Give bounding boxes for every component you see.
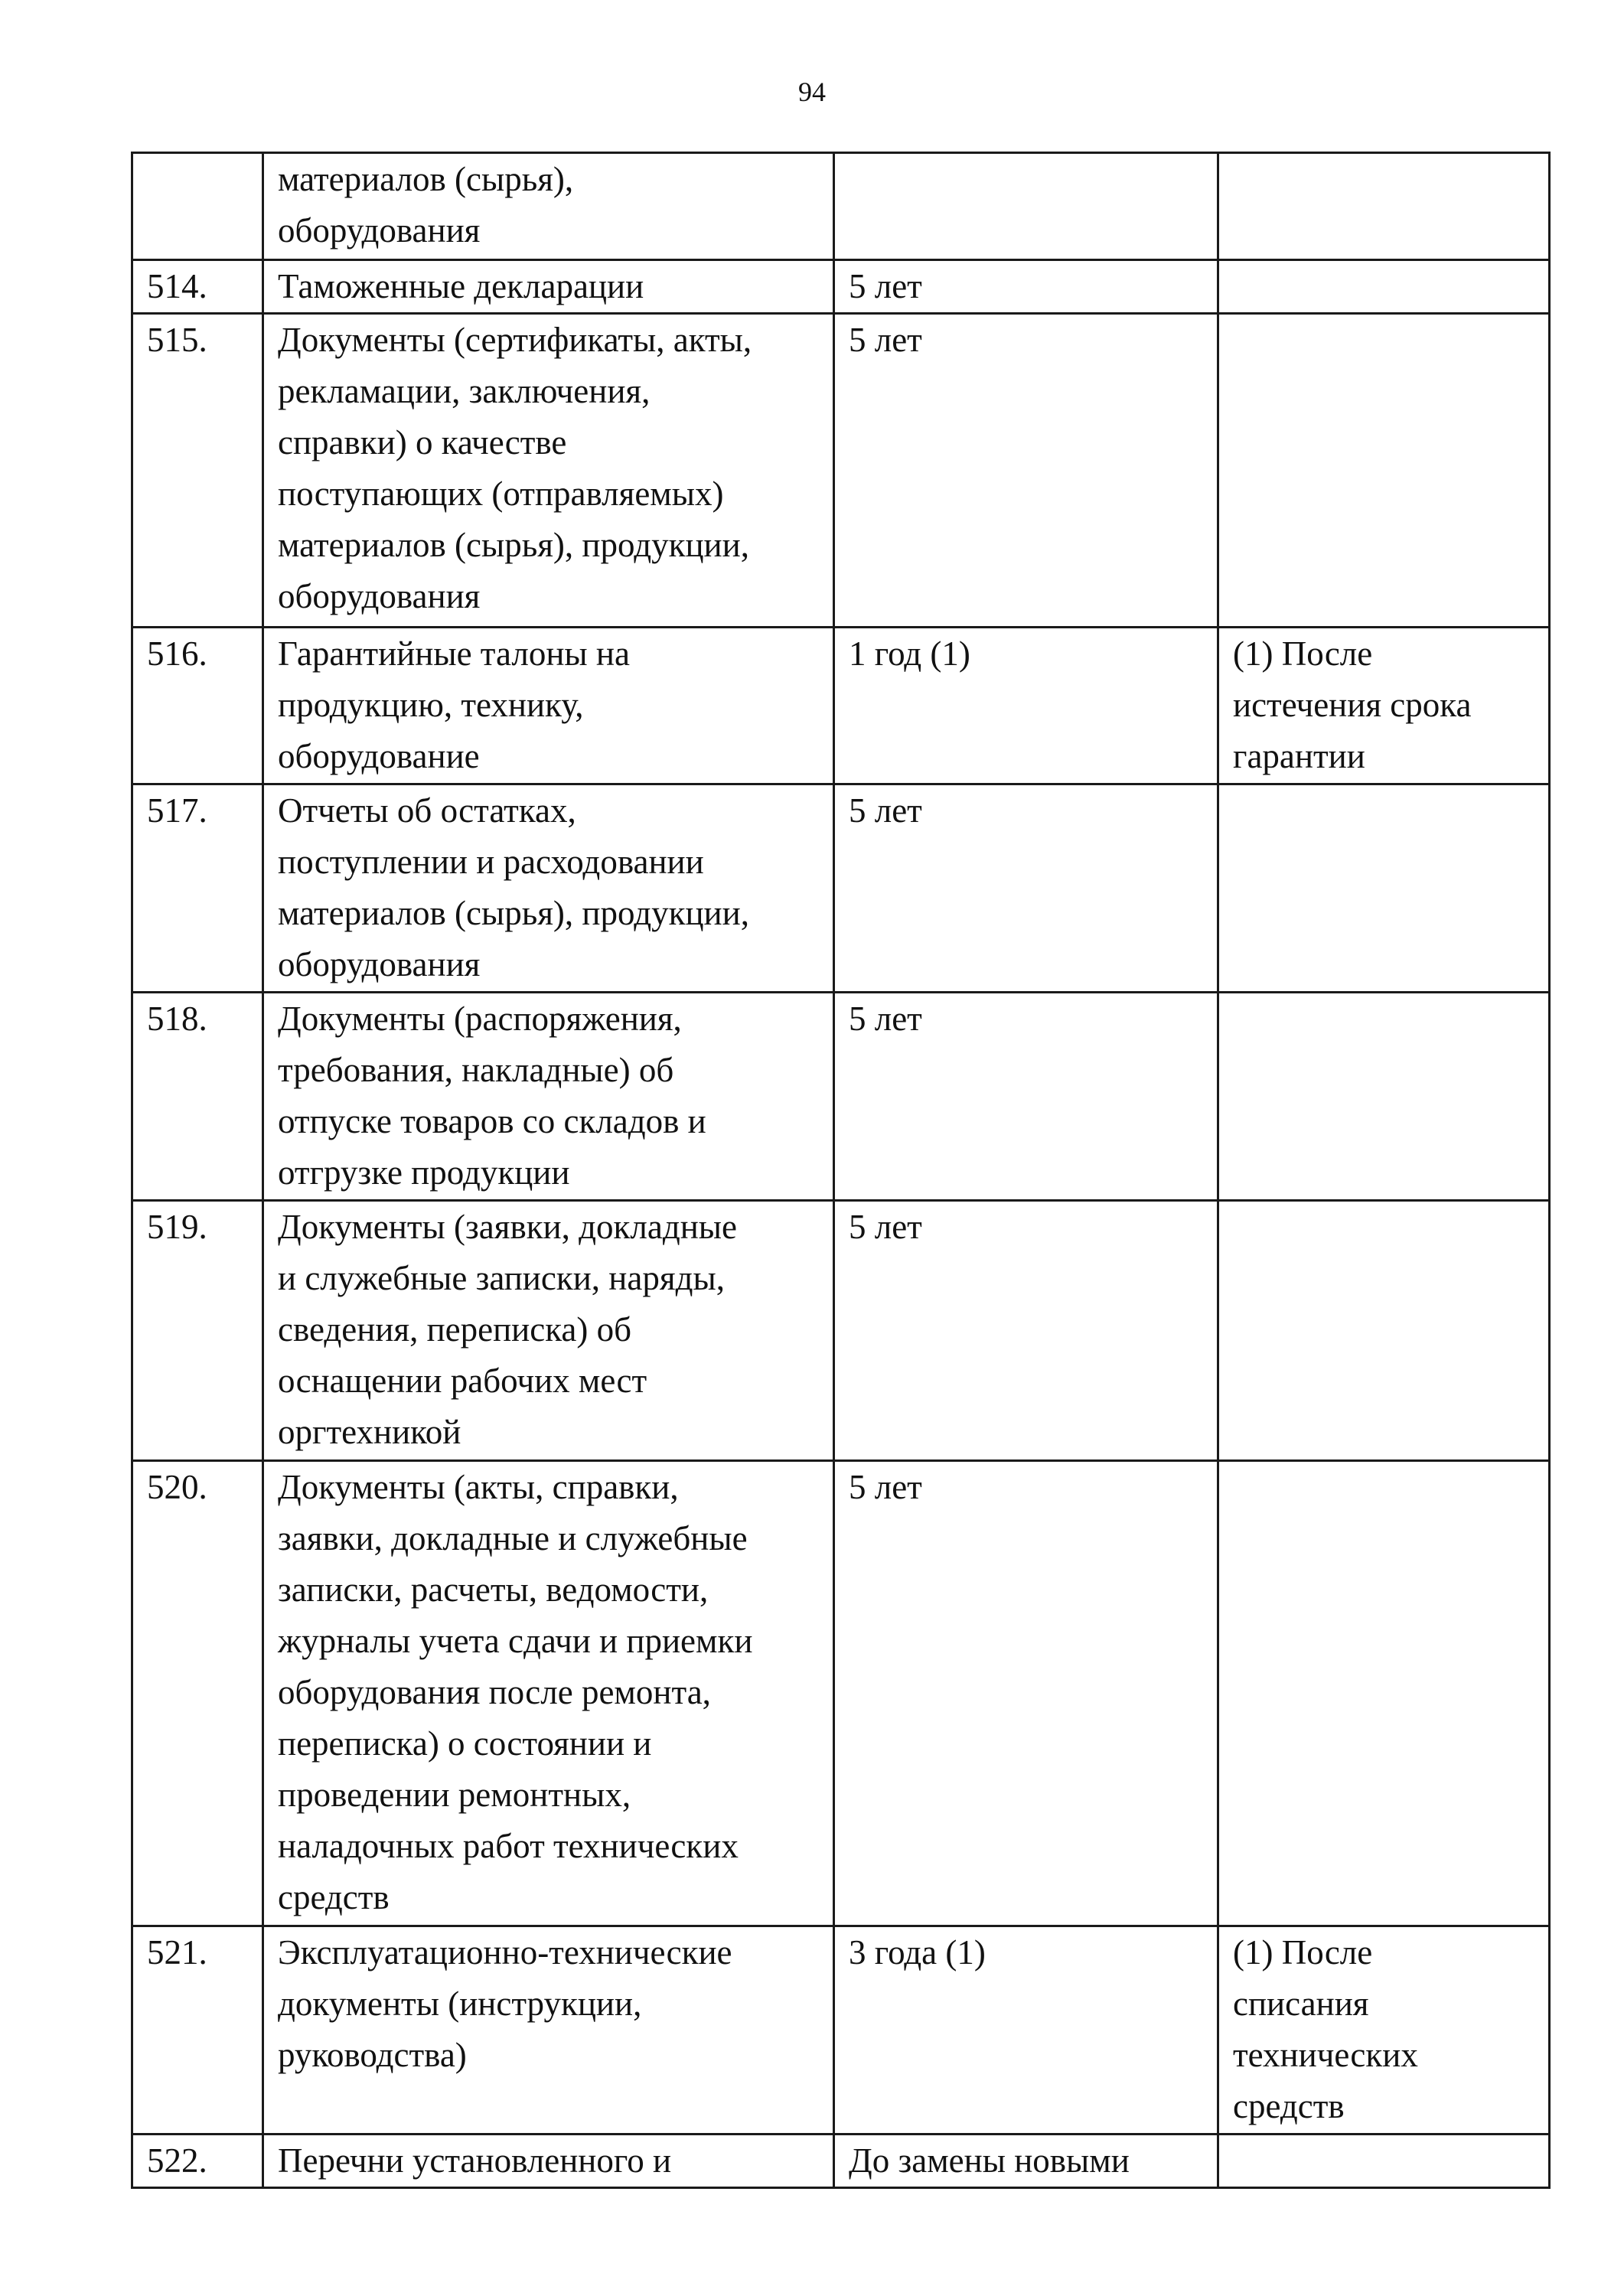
retention-term: 5 лет (834, 314, 1218, 628)
note (1218, 1201, 1550, 1461)
document-title-line: оргтехникой (278, 1413, 461, 1451)
document-title-line: отгрузке продукции (278, 1153, 570, 1192)
document-title-line: и служебные записки, наряды, (278, 1259, 725, 1297)
document-title-line: Перечни установленного и (278, 2141, 672, 2180)
note-line: технических (1233, 2036, 1418, 2074)
document-title-line: оборудования после ремонта, (278, 1673, 711, 1711)
note (1218, 784, 1550, 993)
retention-term: 5 лет (834, 993, 1218, 1201)
document-title-line: средств (278, 1878, 390, 1916)
table-body (132, 153, 1550, 2188)
table-row (132, 1926, 1550, 2135)
page-number: 94 (798, 77, 826, 107)
retention-term: 5 лет (834, 1461, 1218, 1926)
document-title (263, 784, 834, 993)
document-title-line: записки, расчеты, ведомости, (278, 1570, 709, 1609)
row-number: 520. (132, 1461, 263, 1926)
document-title-line: руководства) (278, 2036, 467, 2074)
table-row (132, 260, 1550, 314)
note (1218, 260, 1550, 314)
row-number: 517. (132, 784, 263, 993)
table-row (132, 314, 1550, 628)
document-title (263, 314, 834, 628)
document-title (263, 1461, 834, 1926)
document-title-line: переписка) о состоянии и (278, 1724, 652, 1763)
row-number: 519. (132, 1201, 263, 1461)
document-title-line: оборудования (278, 211, 481, 249)
document-title-line: рекламации, заключения, (278, 372, 651, 410)
retention-term: 5 лет (834, 260, 1218, 314)
document-title-line: заявки, докладные и служебные (278, 1519, 748, 1557)
document-title-line: поступлении и расходовании (278, 843, 704, 881)
document-title-line: оснащении рабочих мест (278, 1362, 647, 1400)
document-title-line: справки) о качестве (278, 423, 567, 461)
note-line: гарантии (1233, 737, 1365, 775)
retention-term: 3 года (1) (834, 1926, 1218, 2135)
table-row (132, 628, 1550, 784)
document-title (263, 153, 834, 260)
note (1218, 1926, 1550, 2135)
note (1218, 314, 1550, 628)
note (1218, 1461, 1550, 1926)
retention-term: 5 лет (834, 1201, 1218, 1461)
document-title (263, 993, 834, 1201)
row-number: 515. (132, 314, 263, 628)
row-number: 514. (132, 260, 263, 314)
row-number: 518. (132, 993, 263, 1201)
records-table (131, 152, 1551, 2189)
note-line: (1) После (1233, 634, 1373, 673)
table-row (132, 784, 1550, 993)
note (1218, 993, 1550, 1201)
document-title-line: Документы (распоряжения, (278, 1000, 682, 1038)
retention-term (834, 153, 1218, 260)
note (1218, 153, 1550, 260)
document-title (263, 1926, 834, 2135)
document-title (263, 260, 834, 314)
document-title-line: Таможенные декларации (278, 267, 644, 305)
document-title-line: журналы учета сдачи и приемки (278, 1622, 753, 1660)
document-title-line: материалов (сырья), (278, 160, 574, 198)
document-title-line: продукцию, технику, (278, 686, 584, 724)
document-title-line: Отчеты об остатках, (278, 791, 576, 830)
document-title-line: оборудования (278, 577, 481, 615)
retention-term: 1 год (1) (834, 628, 1218, 784)
note-line: списания (1233, 1985, 1369, 2023)
document-title-line: сведения, переписка) об (278, 1310, 632, 1349)
document-title-line: наладочных работ технических (278, 1827, 739, 1865)
document-title-line: отпуске товаров со складов и (278, 1102, 706, 1140)
row-number: 521. (132, 1926, 263, 2135)
document-title-line: материалов (сырья), продукции, (278, 894, 749, 932)
note-line: истечения срока (1233, 686, 1472, 724)
document-title-line: документы (инструкции, (278, 1985, 642, 2023)
document-title-line: оборудования (278, 945, 481, 983)
document-title-line: материалов (сырья), продукции, (278, 526, 749, 564)
document-title-line: Документы (акты, справки, (278, 1468, 679, 1506)
retention-term: 5 лет (834, 784, 1218, 993)
note (1218, 628, 1550, 784)
document-title-line: Эксплуатационно-технические (278, 1933, 732, 1971)
retention-term: До замены новыми (834, 2135, 1218, 2188)
document-title-line: проведении ремонтных, (278, 1776, 631, 1814)
document-title (263, 2135, 834, 2188)
row-number: 516. (132, 628, 263, 784)
note (1218, 2135, 1550, 2188)
document-title-line: требования, накладные) об (278, 1051, 674, 1089)
document-title (263, 1201, 834, 1461)
table-row (132, 2135, 1550, 2188)
document-title-line: Документы (сертификаты, акты, (278, 321, 752, 359)
table-row (132, 993, 1550, 1201)
row-number: 522. (132, 2135, 263, 2188)
document-title (263, 628, 834, 784)
document-title-line: Гарантийные талоны на (278, 634, 630, 673)
note-line: (1) После (1233, 1933, 1373, 1971)
document-title-line: оборудование (278, 737, 480, 775)
note-line: средств (1233, 2087, 1345, 2125)
document-title-line: Документы (заявки, докладные (278, 1208, 738, 1246)
table-row (132, 1201, 1550, 1461)
row-number (132, 153, 263, 260)
table-row (132, 1461, 1550, 1926)
table-row (132, 153, 1550, 260)
document-title-line: поступающих (отправляемых) (278, 475, 724, 513)
